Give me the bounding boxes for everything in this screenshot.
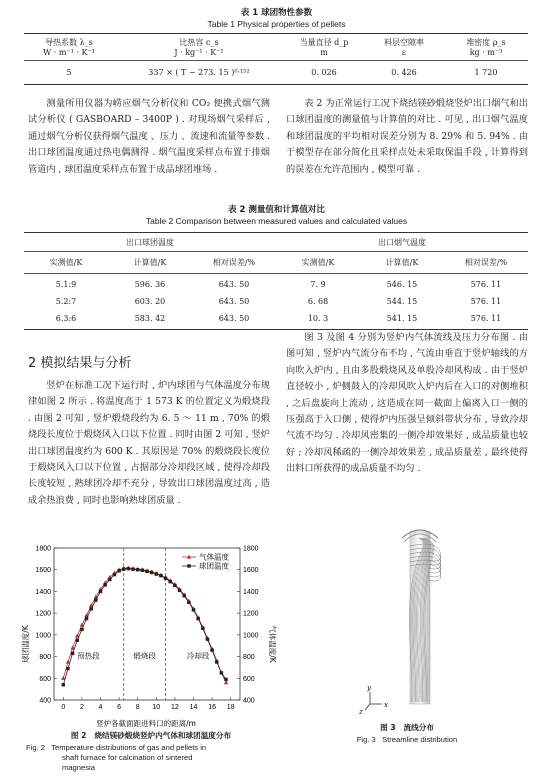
data-point-pellet <box>206 638 209 641</box>
data-point-pellet <box>224 678 227 681</box>
y-tick-label-right: 1000 <box>243 632 259 640</box>
data-point-pellet <box>127 567 130 570</box>
table2-group-gas: 出口烟气温度 <box>378 238 426 247</box>
table1-col-unit: m <box>320 48 328 57</box>
table1-header-row <box>24 34 528 49</box>
figure3-caption-cn-prefix: 图 3 <box>380 723 396 732</box>
table2-col-header: 计算值/K <box>108 252 192 274</box>
x-tick-label: 14 <box>189 704 198 711</box>
data-point-pellet <box>90 607 93 610</box>
table2-cell: 643. 50 <box>218 297 250 306</box>
table2-cell: 603. 20 <box>134 297 166 306</box>
data-point-pellet <box>178 589 181 592</box>
chart-xlabel: 竖炉各截面距进料口的距离/m <box>96 719 196 728</box>
table2-col-header: 计算值/K <box>360 252 444 274</box>
axis-x-label: x <box>384 701 388 709</box>
table2-group-pellet: 出口球团温度 <box>126 238 174 247</box>
figure2-caption-cn <box>26 730 276 741</box>
table2-cell: 596. 36 <box>134 280 166 289</box>
data-point-pellet <box>145 570 148 573</box>
figure2-caption <box>26 730 276 773</box>
paragraph-streamline <box>286 330 528 478</box>
x-tick-label: 4 <box>98 704 103 711</box>
figure3-caption-cn <box>286 722 528 733</box>
table1-caption-cn: 表 1 球团物性参数 <box>240 8 313 18</box>
table2-cell: 544. 15 <box>386 297 418 306</box>
data-point-pellet <box>164 577 167 580</box>
figure3-caption-en-text: Streamline distribution <box>382 735 458 744</box>
table2-cell: 5.2:7 <box>55 297 77 306</box>
table2-cell: 576. 11 <box>470 314 502 323</box>
table1-col-unit: J · kg⁻¹ · K⁻¹ <box>174 48 224 57</box>
x-tick-label: 0 <box>61 704 66 711</box>
data-point-pellet <box>215 660 218 663</box>
table1-cell: 1 720 <box>474 68 498 77</box>
figure2-caption-en-line2: shaft furnace for calcination of sintered <box>62 753 193 762</box>
y-tick-label-left: 1200 <box>35 610 51 618</box>
table2-cell: 643. 50 <box>218 280 250 289</box>
table2-cell: 583. 42 <box>134 314 166 323</box>
data-point-pellet <box>80 628 83 631</box>
streamline-figure <box>340 526 480 716</box>
data-point-pellet <box>173 584 176 587</box>
y-tick-label-right: 1600 <box>243 567 259 575</box>
y-tick-label-right: 1800 <box>243 545 259 553</box>
data-point-pellet <box>113 573 116 576</box>
y-tick-label-left: 1800 <box>35 545 51 553</box>
data-point-pellet <box>150 571 153 574</box>
table2-row <box>24 274 528 294</box>
y-tick-label-right: 1200 <box>243 610 259 618</box>
table1-cell: 0. 426 <box>391 68 417 77</box>
table1-col-unit: kg · m⁻³ <box>469 48 503 57</box>
figure2-caption-en-prefix: Fig. 2 <box>26 743 45 752</box>
figure3-caption-cn-text: 流线分布 <box>403 723 434 732</box>
y-tick-label-right: 1400 <box>243 588 259 596</box>
figure2-caption-en <box>26 743 276 773</box>
paragraph-text: 竖炉在标准工况下运行时 , 炉内球团与气体温度分布规律如图 2 所示 . 将温度高于 1 573 K 的位置定义为煅烧段 . 由图 2 可知 , 竖炉煅烧段约为 6. 5 ～ 11 m , 70% 的煅烧段长度位于煅烧风入口以下位置 . 同时由图 2 可知 , 竖炉出口球团温度约为 600 K . 其原因是 70% 的煅烧段长度位于煅烧风入口以下位置 , 占据部分冷却段区域 , 使得冷却段长度较短 , 熟球团冷却不充分 , 导致出口球团温度过高 , 造成余热浪费 , 同时也影响熟球团质量 . <box>28 380 270 506</box>
table1 <box>24 33 528 85</box>
figure2-caption-cn-prefix: 图 2 <box>70 731 87 740</box>
figure2-caption-cn-text: 烧结镁砂煅烧竖炉内气体和球团温度分布 <box>94 731 232 740</box>
data-point-pellet <box>210 648 213 651</box>
table2-header-row <box>24 252 528 274</box>
table2-caption-cn: 表 2 测量值和计算值对比 <box>228 205 325 215</box>
x-tick-label: 10 <box>152 704 161 711</box>
table1-col-name: 导热系数 λ_s <box>45 38 93 47</box>
table2-cell: 7. 9 <box>310 280 326 289</box>
zone-label: 预热段 <box>77 651 100 661</box>
paragraph-comparison <box>286 96 528 178</box>
figure3-caption <box>286 722 528 744</box>
data-point-pellet <box>187 601 190 604</box>
table2-cell: 576. 11 <box>470 280 502 289</box>
y-tick-label-left: 1400 <box>35 588 51 596</box>
data-point-pellet <box>141 569 144 572</box>
paragraph-measurement <box>28 96 270 178</box>
data-point-pellet <box>131 567 134 570</box>
figure3-caption-en-prefix: Fig. 3 <box>356 735 376 744</box>
data-point-pellet <box>122 567 125 570</box>
table2-row <box>24 310 528 330</box>
table1-cell: 337 × ( T − 273. 15 )⁰·¹⁵² <box>148 68 250 77</box>
legend-label: 气体温度 <box>199 552 229 562</box>
figure2-caption-en-line3: magnesia <box>62 763 95 772</box>
table2-cell: 643. 50 <box>218 314 250 323</box>
y-tick-label-left: 800 <box>39 654 51 662</box>
section-heading: 2 模拟结果与分析 <box>28 356 132 371</box>
paragraph-text: 图 3 及图 4 分别为竖炉内气体流线及压力分布图 . 由图可知 , 竖炉内气流分布不均 , 气流由垂直于竖炉轴线的方向吹入炉内 , 且由多股煅烧风及单股冷却风构成 . 由于竖炉直径较小 , 炉侧鼓入的冷却风吹入炉内后在入口的对侧堆积 , 之后盘旋向上流动 , 这造成在同一截面上偏离入口一侧的压强高于入口侧 , 使得炉内压强呈倾斜带状分布 , 导致冷却气流不均匀 . 冷却风密集的一侧冷却效果好 , 成品质量也较好 ; 冷却风稀疏的一侧冷却效果差 , 成品质量差 , 最终使得出料口所获得的成品质量不均匀 . <box>286 332 528 475</box>
data-point-pellet <box>108 578 111 581</box>
table2-cell: 541. 15 <box>386 314 418 323</box>
table2-cell: 5.1:9 <box>55 280 77 289</box>
data-point-pellet <box>169 580 172 583</box>
data-point-pellet <box>103 583 106 586</box>
table2-group-row <box>24 233 528 252</box>
table1-data-row <box>24 61 528 85</box>
table1-cell: 0. 026 <box>311 68 337 77</box>
table1-cell: 5 <box>66 68 72 77</box>
table2-row <box>24 293 528 310</box>
y-tick-label-right: 800 <box>243 654 255 662</box>
y-tick-label-left: 1600 <box>35 567 51 575</box>
data-point-pellet <box>136 568 139 571</box>
y-tick-label-right: 600 <box>243 675 255 683</box>
table2-col-header: 相对误差/% <box>192 252 276 274</box>
data-point-pellet <box>220 671 223 674</box>
table1-caption-en: Table 1 Physical properties of pellets <box>207 19 346 29</box>
data-point-pellet <box>159 574 162 577</box>
table1-col-name: 比热容 c_s <box>179 38 219 47</box>
data-point-pellet <box>99 590 102 593</box>
data-point-pellet <box>66 667 69 670</box>
zone-label: 冷却段 <box>186 651 210 661</box>
data-point-pellet <box>155 572 158 575</box>
y-tick-label-left: 400 <box>39 697 51 705</box>
table2-cell: 10. 3 <box>307 314 329 323</box>
table2-cell: 6. 68 <box>307 297 329 306</box>
table2-col-header: 相对误差/% <box>444 252 528 274</box>
table2-col-header: 实测值/K <box>24 252 108 274</box>
axis-y-label: y <box>367 684 371 692</box>
data-point-pellet <box>192 608 195 611</box>
figure2-caption-en-line1: Temperature distributions of gas and pellets in <box>51 743 207 752</box>
x-tick-label: 18 <box>226 704 235 711</box>
figure3-caption-en <box>286 735 528 744</box>
data-point-pellet <box>183 594 186 597</box>
x-tick-label: 8 <box>135 704 140 711</box>
table1-col-name: 堆密度 ρ_s <box>466 38 506 47</box>
y-tick-label-right: 400 <box>243 697 255 705</box>
data-point-pellet <box>85 617 88 620</box>
table2-cell: 546. 15 <box>386 280 418 289</box>
chart-ylabel-left: 球团温度/K <box>21 625 30 663</box>
data-point-pellet <box>94 598 97 601</box>
y-tick-label-left: 600 <box>39 675 51 683</box>
data-point-pellet <box>201 627 204 630</box>
legend-marker-square <box>187 564 190 567</box>
table1-col-name: 当量直径 d_p <box>299 38 349 47</box>
paragraph-results <box>28 378 270 509</box>
x-tick-label: 12 <box>171 704 179 711</box>
chart-ylabel-right: 气体温度/K <box>268 625 277 663</box>
data-point-pellet <box>76 639 79 642</box>
x-tick-label: 6 <box>117 704 122 711</box>
legend-marker-triangle <box>187 555 191 559</box>
temperature-chart <box>21 540 277 728</box>
table1-unit-row <box>24 48 528 61</box>
table1-col-unit: W · m⁻¹ · K⁻¹ <box>43 48 95 57</box>
paragraph-text: 表 2 为正常运行工况下烧结镁砂煅烧竖炉出口烟气和出口球团温度的测量值与计算值的对比 . 可见 , 出口烟气温度和球团温度的平均相对误差分别为 8. 29% 和 5. 94% . 由于模型存在部分简化且采样点处未采取保温手段 , 计算得到的误差在允许范围内 , 模型可靠 . <box>286 98 528 175</box>
data-point-pellet <box>117 569 120 572</box>
table2-cell: 576. 11 <box>470 297 502 306</box>
data-point-pellet <box>196 617 199 620</box>
axis-z-label: z <box>359 708 363 716</box>
zone-label: 煅烧段 <box>133 651 156 661</box>
y-tick-label-left: 1000 <box>35 632 51 640</box>
data-point-pellet <box>62 683 65 686</box>
table2-caption-en: Table 2 Comparison between measured values and calculated values <box>145 216 408 226</box>
paragraph-text: 测量所用仪器为崂应烟气分析仪和 CO₂ 便携式烟气测试分析仪 ( GASBOARD – 3400P ) . 对现场烟气采样后 , 通过烟气分析仪获得烟气温度 、压力 、流速和流量等参数 . 出口球团温度通过热电偶测得 . 烟气温度采样点布置于排烟管道内 , 球团温度采样点布置于成品球团堆场 . <box>28 98 270 175</box>
table2 <box>24 232 528 330</box>
axis-triad <box>358 684 388 716</box>
x-tick-label: 2 <box>79 704 84 711</box>
table1-col-name: 料层空隙率 <box>384 38 424 47</box>
table2-cell: 6.3:6 <box>55 314 77 323</box>
data-point-pellet <box>71 652 74 655</box>
legend-label: 球团温度 <box>199 561 229 571</box>
table2-col-header: 实测值/K <box>276 252 360 274</box>
table1-col-unit: ε <box>401 48 407 57</box>
x-tick-label: 16 <box>208 704 216 711</box>
